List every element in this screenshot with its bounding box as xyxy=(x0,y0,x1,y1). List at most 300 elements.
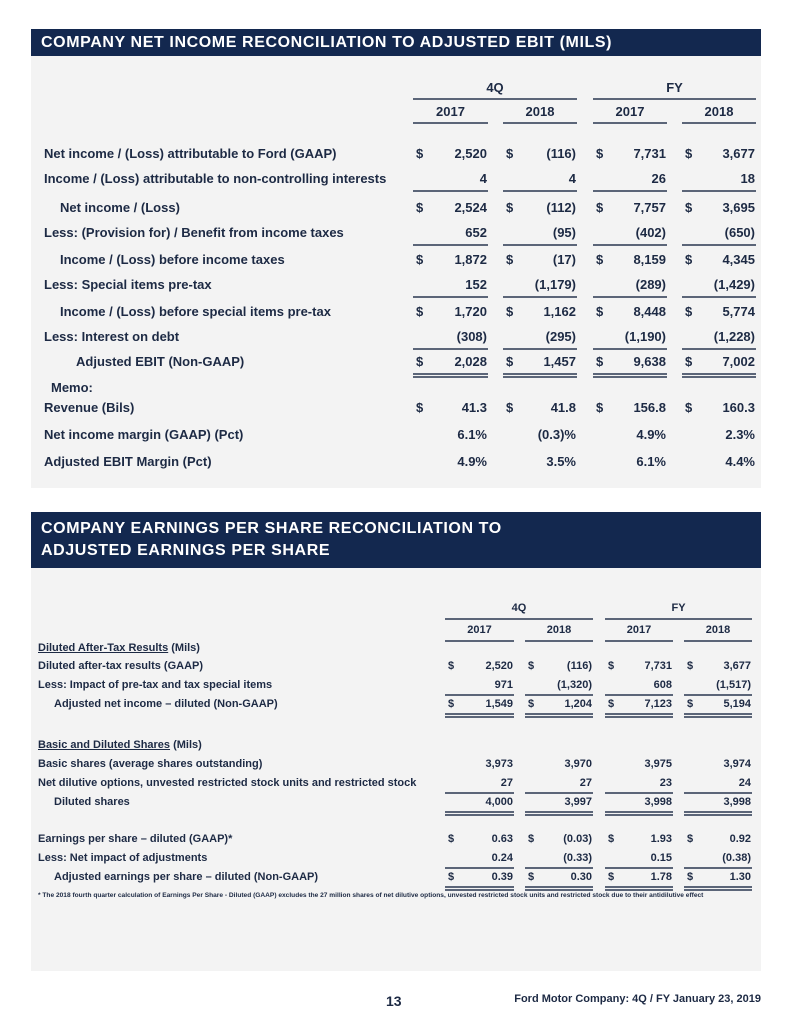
dollar-sign: $ xyxy=(506,252,514,267)
underline-rule xyxy=(682,348,756,350)
header-rule xyxy=(684,640,752,642)
value-cell xyxy=(448,777,513,792)
value-cell xyxy=(416,454,487,472)
value-cell xyxy=(506,200,576,218)
value: 41.8 xyxy=(550,400,576,415)
value: (1,320) xyxy=(557,679,592,691)
value: 7,757 xyxy=(633,200,666,215)
value: (1,429) xyxy=(713,277,755,292)
value: 7,731 xyxy=(633,146,666,161)
value-cell xyxy=(416,200,487,218)
dollar-sign: $ xyxy=(528,833,535,845)
row-label: Adjusted net income – diluted (Non-GAAP) xyxy=(54,698,278,710)
underline-rule xyxy=(445,694,514,696)
value-cell xyxy=(596,454,666,472)
dollar-sign: $ xyxy=(528,660,535,672)
underline-rule xyxy=(593,348,667,350)
row-label: Revenue (Bils) xyxy=(44,400,135,415)
dollar-sign: $ xyxy=(687,698,694,710)
row-label: Less: Interest on debt xyxy=(44,329,180,344)
value: 7,731 xyxy=(644,660,672,672)
row-label: Net dilutive options, unvested restricted stock units and restricted stock xyxy=(38,777,417,789)
section-heading-unit: (Mils) xyxy=(168,642,200,654)
year-header: 2017 xyxy=(436,104,465,119)
value: 0.92 xyxy=(729,833,751,845)
dollar-sign: $ xyxy=(506,146,514,161)
value: 3,695 xyxy=(722,200,755,215)
value-cell xyxy=(528,852,592,867)
column-group-header: 4Q xyxy=(511,602,527,614)
value-cell xyxy=(506,171,576,189)
underline-rule xyxy=(593,190,667,192)
value: (1,517) xyxy=(716,679,751,691)
dollar-sign: $ xyxy=(685,200,693,215)
value: 8,159 xyxy=(633,252,666,267)
year-header: 2018 xyxy=(704,104,734,119)
value-cell xyxy=(506,329,576,347)
year-header: 2017 xyxy=(467,624,492,636)
value: 1,162 xyxy=(543,304,576,319)
value-cell xyxy=(685,146,755,164)
year-header: 2017 xyxy=(615,104,645,119)
section-heading xyxy=(38,642,200,654)
value-cell xyxy=(608,679,672,694)
value-cell xyxy=(416,427,487,445)
double-underline-rule xyxy=(445,811,514,816)
value-cell xyxy=(596,252,666,270)
value-cell xyxy=(687,698,751,713)
row-label: Less: Net impact of adjustments xyxy=(38,852,208,864)
value: 9,638 xyxy=(633,354,666,369)
header-rule xyxy=(413,98,577,100)
value: (0.33) xyxy=(563,852,592,864)
dollar-sign: $ xyxy=(687,660,694,672)
dollar-sign: $ xyxy=(685,400,693,415)
value: 6.1% xyxy=(636,454,666,469)
value-cell xyxy=(528,698,592,713)
value: (0.3)% xyxy=(537,427,576,442)
value: 18 xyxy=(740,171,755,186)
underline-rule xyxy=(605,694,673,696)
value: 1,720 xyxy=(454,304,487,319)
dollar-sign: $ xyxy=(596,252,604,267)
value: (650) xyxy=(724,225,755,240)
underline-rule xyxy=(525,867,593,869)
value-cell xyxy=(528,660,592,675)
value: 1,204 xyxy=(564,698,592,710)
value: 2,028 xyxy=(454,354,487,369)
header-rule xyxy=(445,618,593,620)
value: (402) xyxy=(635,225,666,240)
value-cell xyxy=(506,354,576,372)
value-cell xyxy=(596,200,666,218)
dollar-sign: $ xyxy=(416,252,424,267)
value-cell xyxy=(685,277,755,295)
row-label: Income / (Loss) before income taxes xyxy=(60,252,285,267)
value: 26 xyxy=(651,171,666,186)
dollar-sign: $ xyxy=(596,146,604,161)
underline-rule xyxy=(682,244,756,246)
value: 5,194 xyxy=(723,698,751,710)
value-cell xyxy=(506,427,576,445)
value: 6.1% xyxy=(457,427,487,442)
double-underline-rule xyxy=(503,373,577,378)
row-label: Earnings per share – diluted (GAAP)* xyxy=(38,833,233,845)
double-underline-rule xyxy=(684,811,752,816)
value-cell xyxy=(528,833,592,848)
value: (1,179) xyxy=(534,277,576,292)
underline-rule xyxy=(413,244,488,246)
header-rule xyxy=(605,618,752,620)
value: 3,998 xyxy=(723,796,751,808)
value-cell xyxy=(685,354,755,372)
memo-label: Memo: xyxy=(51,380,93,395)
footer-text: Ford Motor Company: 4Q / FY January 23, 2019 xyxy=(514,993,761,1005)
value-cell xyxy=(416,354,487,372)
value: 3,974 xyxy=(723,758,751,770)
value: 27 xyxy=(500,777,513,789)
double-underline-rule xyxy=(445,886,514,891)
underline-rule xyxy=(445,792,514,794)
dollar-sign: $ xyxy=(416,304,424,319)
value: 4.4% xyxy=(725,454,755,469)
dollar-sign: $ xyxy=(596,400,604,415)
value: (17) xyxy=(552,252,576,267)
underline-rule xyxy=(593,296,667,298)
value-cell xyxy=(596,400,666,418)
value-cell xyxy=(416,146,487,164)
value-cell xyxy=(506,252,576,270)
value-cell xyxy=(596,171,666,189)
value-cell xyxy=(687,796,751,811)
underline-rule xyxy=(503,190,577,192)
underline-rule xyxy=(503,296,577,298)
dollar-sign: $ xyxy=(687,833,694,845)
value-cell xyxy=(506,304,576,322)
value: 3,973 xyxy=(485,758,513,770)
section-heading-title: Diluted After-Tax Results xyxy=(38,642,169,654)
dollar-sign: $ xyxy=(685,354,693,369)
underline-rule xyxy=(684,694,752,696)
value: 3,998 xyxy=(644,796,672,808)
header-rule xyxy=(503,122,577,124)
dollar-sign: $ xyxy=(416,400,424,415)
dollar-sign: $ xyxy=(685,304,693,319)
value: 3,975 xyxy=(644,758,672,770)
value-cell xyxy=(596,427,666,445)
double-underline-rule xyxy=(684,886,752,891)
value-cell xyxy=(448,679,513,694)
dollar-sign: $ xyxy=(685,146,693,161)
value-cell xyxy=(528,679,592,694)
value-cell xyxy=(687,777,751,792)
underline-rule xyxy=(413,296,488,298)
value-cell xyxy=(448,660,513,675)
dollar-sign: $ xyxy=(528,698,535,710)
underline-rule xyxy=(593,244,667,246)
value-cell xyxy=(528,871,592,886)
row-label: Income / (Loss) before special items pre-tax xyxy=(60,304,331,319)
value: 4 xyxy=(568,171,576,186)
value: 0.30 xyxy=(570,871,592,883)
dollar-sign: $ xyxy=(506,400,514,415)
header-rule xyxy=(445,640,514,642)
value: (308) xyxy=(456,329,487,344)
double-underline-rule xyxy=(525,713,593,718)
double-underline-rule xyxy=(445,713,514,718)
year-header: 2018 xyxy=(525,104,555,119)
value-cell xyxy=(608,758,672,773)
row-label: Net income margin (GAAP) (Pct) xyxy=(44,427,244,442)
year-header: 2017 xyxy=(626,624,652,636)
row-label: Net income / (Loss) attributable to Ford (GAAP) xyxy=(44,146,337,161)
value-cell xyxy=(608,777,672,792)
value-cell xyxy=(685,200,755,218)
dollar-sign: $ xyxy=(416,146,424,161)
dollar-sign: $ xyxy=(448,660,455,672)
underline-rule xyxy=(525,694,593,696)
dollar-sign: $ xyxy=(608,871,615,883)
year-header: 2018 xyxy=(546,624,572,636)
value-cell xyxy=(685,225,755,243)
dollar-sign: $ xyxy=(596,200,604,215)
dollar-sign: $ xyxy=(528,871,535,883)
row-label: Adjusted EBIT (Non-GAAP) xyxy=(76,354,245,369)
page-number: 13 xyxy=(386,993,402,1009)
value: 152 xyxy=(465,277,487,292)
value-cell xyxy=(596,146,666,164)
dollar-sign: $ xyxy=(596,304,604,319)
dollar-sign: $ xyxy=(685,252,693,267)
row-label: Basic shares (average shares outstanding) xyxy=(38,758,263,770)
double-underline-rule xyxy=(605,886,673,891)
value: (295) xyxy=(545,329,576,344)
value-cell xyxy=(416,400,487,418)
value: 5,774 xyxy=(722,304,755,319)
header-rule xyxy=(605,640,673,642)
value-cell xyxy=(687,679,751,694)
value: 8,448 xyxy=(633,304,666,319)
double-underline-rule xyxy=(605,713,673,718)
value: 2,520 xyxy=(454,146,487,161)
underline-rule xyxy=(682,296,756,298)
footnote: * The 2018 fourth quarter calculation of Earnings Per Share - Diluted (GAAP) excludes the 27 million shares of net dilutive options, unvested restricted stock units and restricted stock due to their antidilutive effect xyxy=(38,892,704,899)
value: (0.03) xyxy=(563,833,592,845)
column-group-header: 4Q xyxy=(486,80,504,95)
column-group-header: FY xyxy=(671,602,686,614)
value-cell xyxy=(416,329,487,347)
value: 0.24 xyxy=(491,852,513,864)
value-cell xyxy=(416,304,487,322)
value: 1,549 xyxy=(485,698,513,710)
double-underline-rule xyxy=(605,811,673,816)
underline-rule xyxy=(413,348,488,350)
value: 0.15 xyxy=(650,852,672,864)
value: (116) xyxy=(546,146,576,161)
value: 1.93 xyxy=(650,833,672,845)
value: 24 xyxy=(738,777,751,789)
value-cell xyxy=(687,852,751,867)
value: 1,872 xyxy=(454,252,487,267)
value-cell xyxy=(596,329,666,347)
value-cell xyxy=(608,871,672,886)
underline-rule xyxy=(503,244,577,246)
value-cell xyxy=(608,852,672,867)
value-cell xyxy=(416,252,487,270)
value: 23 xyxy=(659,777,672,789)
value-cell xyxy=(596,225,666,243)
panel-title xyxy=(31,512,761,568)
value: 7,002 xyxy=(722,354,755,369)
value-cell xyxy=(448,758,513,773)
value: 4.9% xyxy=(636,427,666,442)
value-cell xyxy=(528,796,592,811)
value: 0.39 xyxy=(491,871,513,883)
panel-title-line1: COMPANY EARNINGS PER SHARE RECONCILIATION TO xyxy=(41,520,502,537)
value: 2.3% xyxy=(725,427,755,442)
underline-rule xyxy=(503,348,577,350)
header-rule xyxy=(413,122,488,124)
value: (0.38) xyxy=(722,852,751,864)
value: 3.5% xyxy=(546,454,576,469)
panel-title-line2: ADJUSTED EARNINGS PER SHARE xyxy=(41,542,331,559)
value: 1.78 xyxy=(650,871,672,883)
row-label: Diluted shares xyxy=(54,796,130,808)
eps-reconciliation-panel xyxy=(31,512,761,971)
value: 1.30 xyxy=(729,871,751,883)
header-rule xyxy=(525,640,593,642)
value-cell xyxy=(685,304,755,322)
section-heading-unit: (Mils) xyxy=(170,739,202,751)
value: 2,520 xyxy=(485,660,513,672)
double-underline-rule xyxy=(413,373,488,378)
underline-rule xyxy=(605,792,673,794)
section-heading xyxy=(38,739,202,751)
value-cell xyxy=(608,833,672,848)
net-income-reconciliation-panel xyxy=(31,29,761,488)
row-label: Net income / (Loss) xyxy=(60,200,180,215)
value: 7,123 xyxy=(644,698,672,710)
value-cell xyxy=(506,225,576,243)
value: 4.9% xyxy=(457,454,487,469)
value: 4,345 xyxy=(722,252,755,267)
dollar-sign: $ xyxy=(506,200,514,215)
value: 3,677 xyxy=(723,660,751,672)
value-cell xyxy=(687,871,751,886)
value-cell xyxy=(685,171,755,189)
underline-rule xyxy=(605,867,673,869)
underline-rule xyxy=(413,190,488,192)
value: (116) xyxy=(566,660,592,672)
value: 608 xyxy=(653,679,672,691)
value-cell xyxy=(448,871,513,886)
dollar-sign: $ xyxy=(448,833,455,845)
value-cell xyxy=(416,225,487,243)
underline-rule xyxy=(445,867,514,869)
underline-rule xyxy=(684,867,752,869)
double-underline-rule xyxy=(525,886,593,891)
value-cell xyxy=(416,171,487,189)
value-cell xyxy=(685,329,755,347)
value: 27 xyxy=(579,777,592,789)
value-cell xyxy=(416,277,487,295)
value-cell xyxy=(448,698,513,713)
panel-title: COMPANY NET INCOME RECONCILIATION TO ADJUSTED EBIT (MILS) xyxy=(31,29,761,56)
value: (1,228) xyxy=(713,329,755,344)
value-cell xyxy=(596,277,666,295)
value: 3,677 xyxy=(722,146,755,161)
row-label: Less: Impact of pre-tax and tax special items xyxy=(38,679,273,691)
dollar-sign: $ xyxy=(416,200,424,215)
dollar-sign: $ xyxy=(416,354,424,369)
row-label: Adjusted earnings per share – diluted (Non-GAAP) xyxy=(54,871,319,883)
dollar-sign: $ xyxy=(687,871,694,883)
value-cell xyxy=(506,454,576,472)
value: (1,190) xyxy=(624,329,666,344)
value-cell xyxy=(506,277,576,295)
row-label: Adjusted EBIT Margin (Pct) xyxy=(44,454,212,469)
value: (95) xyxy=(552,225,576,240)
value-cell xyxy=(448,796,513,811)
dollar-sign: $ xyxy=(448,698,455,710)
value-cell xyxy=(687,758,751,773)
value-cell xyxy=(608,796,672,811)
double-underline-rule xyxy=(525,811,593,816)
double-underline-rule xyxy=(682,373,756,378)
value-cell xyxy=(608,660,672,675)
value-cell xyxy=(506,146,576,164)
dollar-sign: $ xyxy=(608,698,615,710)
row-label: Diluted after-tax results (GAAP) xyxy=(38,660,204,672)
value-cell xyxy=(608,698,672,713)
value: 160.3 xyxy=(722,400,755,415)
value-cell xyxy=(448,833,513,848)
value: 971 xyxy=(494,679,513,691)
value-cell xyxy=(506,400,576,418)
row-label: Less: Special items pre-tax xyxy=(44,277,212,292)
value: 3,997 xyxy=(564,796,592,808)
dollar-sign: $ xyxy=(608,833,615,845)
double-underline-rule xyxy=(593,373,667,378)
value: (112) xyxy=(546,200,576,215)
column-group-header: FY xyxy=(666,80,683,95)
row-label: Income / (Loss) attributable to non-controlling interests xyxy=(44,171,387,186)
underline-rule xyxy=(684,792,752,794)
value-cell xyxy=(685,427,755,445)
value-cell xyxy=(685,252,755,270)
dollar-sign: $ xyxy=(506,304,514,319)
value: 1,457 xyxy=(543,354,576,369)
header-rule xyxy=(593,98,756,100)
year-header: 2018 xyxy=(705,624,731,636)
value: 3,970 xyxy=(564,758,592,770)
value: 4 xyxy=(479,171,487,186)
value-cell xyxy=(528,777,592,792)
value-cell xyxy=(448,852,513,867)
underline-rule xyxy=(525,792,593,794)
row-label: Less: (Provision for) / Benefit from income taxes xyxy=(44,225,344,240)
value-cell xyxy=(528,758,592,773)
dollar-sign: $ xyxy=(506,354,514,369)
value-cell xyxy=(596,354,666,372)
double-underline-rule xyxy=(684,713,752,718)
value: 156.8 xyxy=(633,400,666,415)
value-cell xyxy=(596,304,666,322)
value: (289) xyxy=(635,277,666,292)
section-heading-title: Basic and Diluted Shares xyxy=(38,739,171,751)
value-cell xyxy=(687,660,751,675)
dollar-sign: $ xyxy=(596,354,604,369)
